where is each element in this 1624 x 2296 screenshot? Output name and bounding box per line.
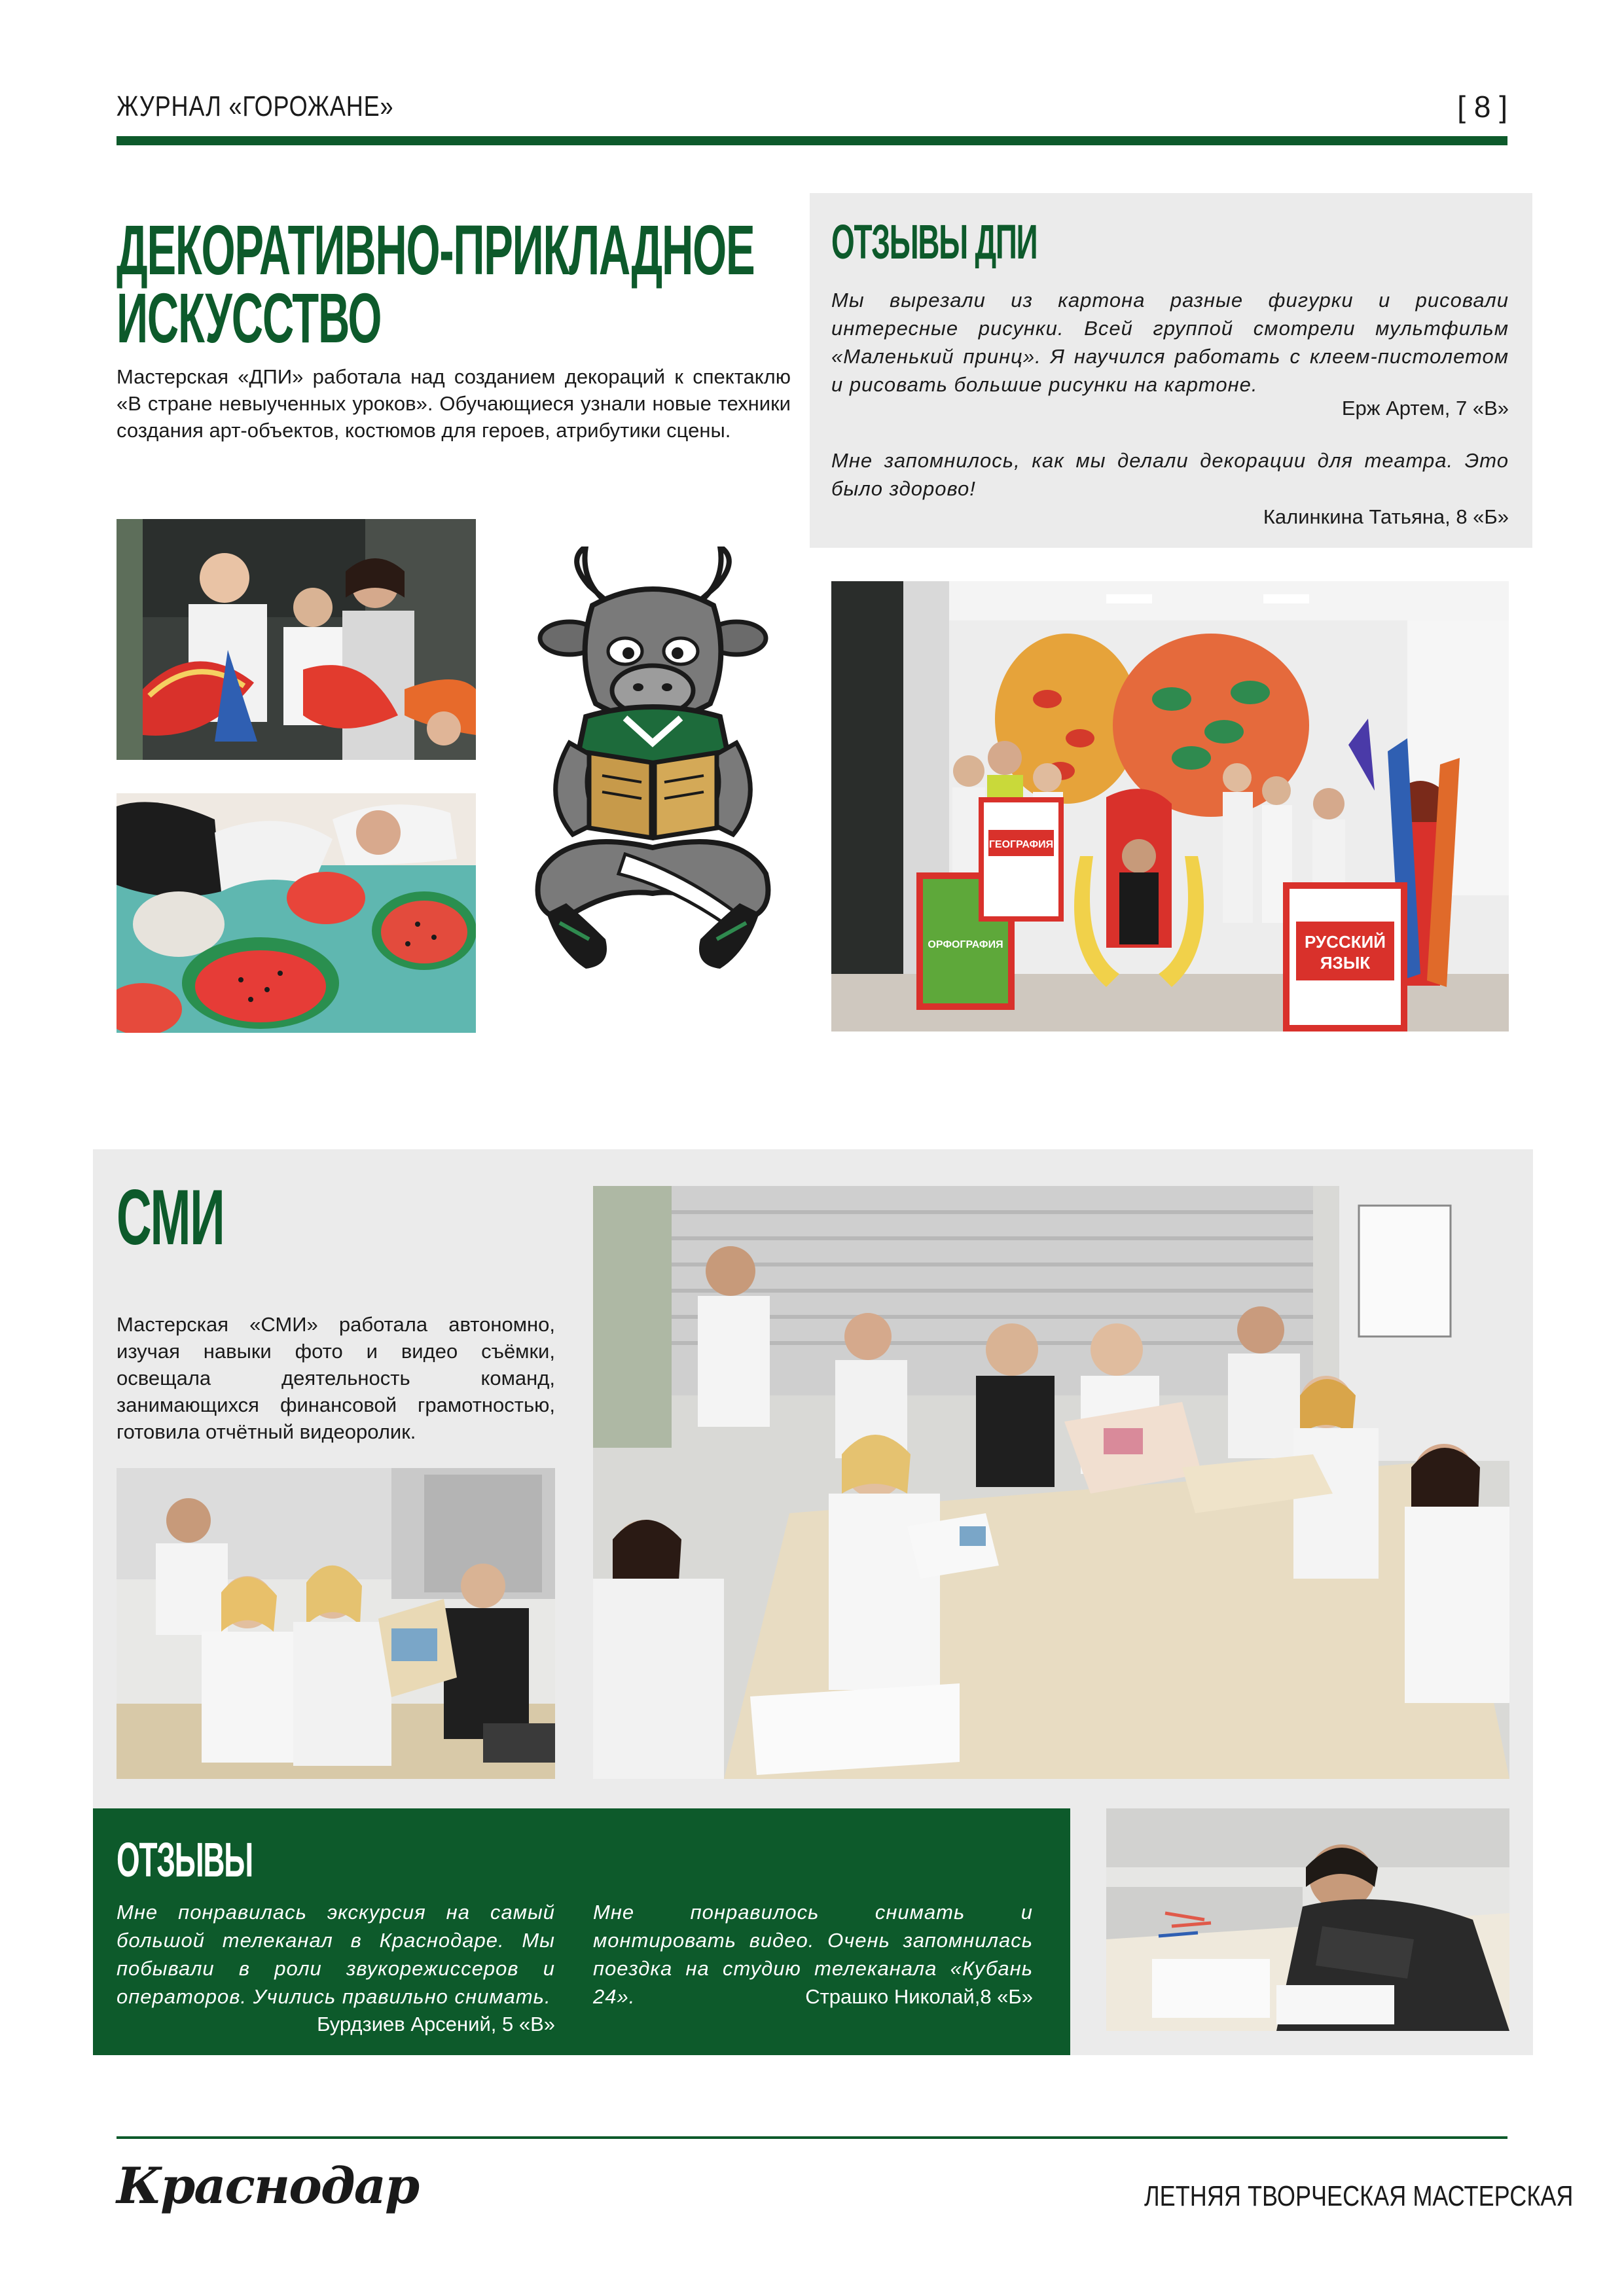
dpi-review1-text: Мы вырезали из картона разные фигурки и рисовали интересные рисунки. Всей группой смотрели мультфильм «Маленький принц». Я научился работать с клеем-пистолетом и рисовать большие рисунки на картоне. [831,289,1509,396]
dpi-review1-author: Ерж Артем, 7 «В» [1341,397,1509,420]
smi-description: Мастерская «СМИ» работала автономно, изучая навыки фото и видео съёмки, освещала деятельность команд, занимающихся финансовой грамотностью, готовила отчётный видеоролик. [117,1313,555,1443]
smi-review2-author: Страшко Николай,8 «Б» [805,1985,1033,2008]
smi-photo-boy-writing [1106,1808,1509,2031]
dpi-photo-painting-watermelons [117,793,476,1033]
dpi-photo-students-with-props [117,519,476,760]
sign-left-1-label [831,1034,832,1035]
page-number: [ 8 ] [1457,90,1507,124]
smi-review2-text: Мне понравилось снимать и монтировать видео. Очень запомнилась поездка на студию телеканала «Кубань 24». [593,1901,1033,2008]
smi-review1-text: Мне понравилась экскурсия на самый большой телеканал в Краснодаре. Мы побывали в роли звукорежиссеров и операторов. Учились правильно снимать. [117,1901,555,2008]
footer-rule [117,2136,1507,2139]
dpi-title-line1: ДЕКОРАТИВНО-ПРИКЛАДНОЕ [117,210,755,289]
footer-caption: ЛЕТНЯЯ ТВОРЧЕСКАЯ МАСТЕРСКАЯ [1144,2180,1574,2212]
smi-photo-students-reading [117,1468,555,1779]
page-header [117,89,1507,148]
sign-geography: ГЕОГРАФИЯ [988,839,1054,850]
smi-photo-classroom-table [593,1186,1509,1779]
header-rule [117,136,1507,145]
dpi-description: Мастерская «ДПИ» работала над созданием декораций к спектаклю «В стране невыученных уроков». Обучающиеся узнали новые техники создания арт-объектов, костюмов для героев, атрибутики сцены. [117,365,791,442]
smi-review1-author: Бурдзиев Арсений, 5 «В» [317,2013,555,2036]
sign-orthography: ОРФОГРАФИЯ [928,939,1003,950]
dpi-review2-text: Мне запомнилось, как мы делали декорации для театра. Это было здорово! [831,449,1509,500]
journal-name: ЖУРНАЛ «ГОРОЖАНЕ» [117,90,394,122]
dpi-review2-author: Калинкина Татьяна, 8 «Б» [1263,505,1509,528]
dpi-title-line2: ИСКУССТВО [117,278,382,357]
dpi-photo-group-with-scenery [831,581,1509,1031]
bull-mascot-reading-book [527,547,779,972]
krasnodar-logo: Краснодар [117,2157,419,2215]
smi-title: СМИ [117,1174,225,1261]
smi-reviews-panel [93,1808,1070,2055]
dpi-reviews-panel [810,193,1532,548]
sign-russian-line1: РУССКИЙ [1305,932,1386,952]
sign-russian-line2: ЯЗЫК [1320,953,1371,973]
smi-reviews-title: ОТЗЫВЫ [117,1833,253,1887]
dpi-reviews-title: ОТЗЫВЫ ДПИ [831,215,1038,269]
